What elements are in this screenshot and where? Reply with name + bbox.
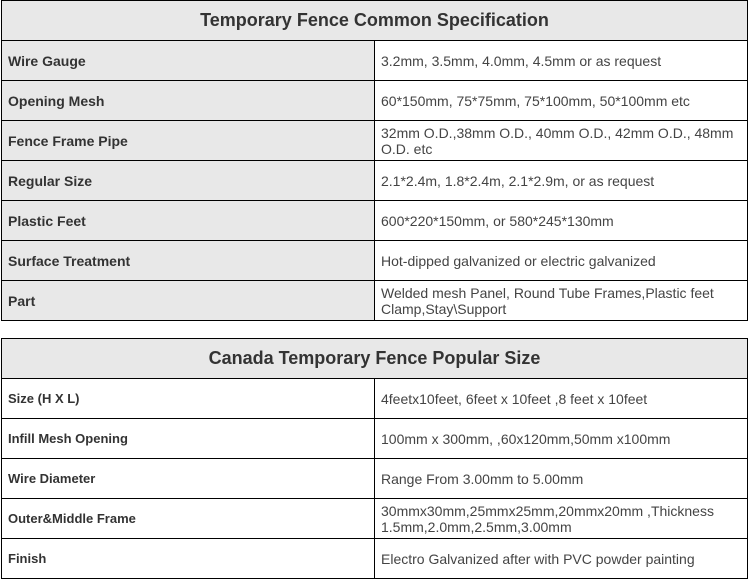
row-label: Size (H X L) [2,379,375,419]
specification-table [1,0,748,321]
table-row [2,161,748,201]
row-label: Infill Mesh Opening [2,419,375,459]
row-value: 3.2mm, 3.5mm, 4.0mm, 4.5mm or as request [375,41,748,81]
table-row [2,539,748,579]
table-title: Canada Temporary Fence Popular Size [2,339,748,379]
row-value: 100mm x 300mm, ,60x120mm,50mm x100mm [375,419,748,459]
table-row [2,379,748,419]
table-row [2,241,748,281]
table-row [2,281,748,321]
row-label: Plastic Feet [2,201,375,241]
table-title: Temporary Fence Common Specification [2,1,748,41]
table-row [2,201,748,241]
table-row [2,419,748,459]
row-value: 32mm O.D.,38mm O.D., 40mm O.D., 42mm O.D., 48mm O.D. etc [375,121,748,161]
row-label: Finish [2,539,375,579]
row-label: Opening Mesh [2,81,375,121]
row-value: Range From 3.00mm to 5.00mm [375,459,748,499]
row-value: 60*150mm, 75*75mm, 75*100mm, 50*100mm etc [375,81,748,121]
row-value: Welded mesh Panel, Round Tube Frames,Plastic feet Clamp,Stay\Support [375,281,748,321]
table-header-row [2,1,748,41]
row-label: Wire Diameter [2,459,375,499]
row-label: Wire Gauge [2,41,375,81]
table-row [2,81,748,121]
row-value: Hot-dipped galvanized or electric galvanized [375,241,748,281]
row-value: 30mmx30mm,25mmx25mm,20mmx20mm ,Thickness 1.5mm,2.0mm,2.5mm,3.00mm [375,499,748,539]
row-label: Part [2,281,375,321]
row-value: 4feetx10feet, 6feet x 10feet ,8 feet x 10feet [375,379,748,419]
row-label: Outer&Middle Frame [2,499,375,539]
canada-size-table [1,338,748,579]
table-row [2,459,748,499]
row-value: 600*220*150mm, or 580*245*130mm [375,201,748,241]
table-row [2,121,748,161]
row-value: Electro Galvanized after with PVC powder painting [375,539,748,579]
row-label: Regular Size [2,161,375,201]
table-row [2,499,748,539]
row-label: Surface Treatment [2,241,375,281]
table-header-row [2,339,748,379]
table-row [2,41,748,81]
row-label: Fence Frame Pipe [2,121,375,161]
row-value: 2.1*2.4m, 1.8*2.4m, 2.1*2.9m, or as request [375,161,748,201]
